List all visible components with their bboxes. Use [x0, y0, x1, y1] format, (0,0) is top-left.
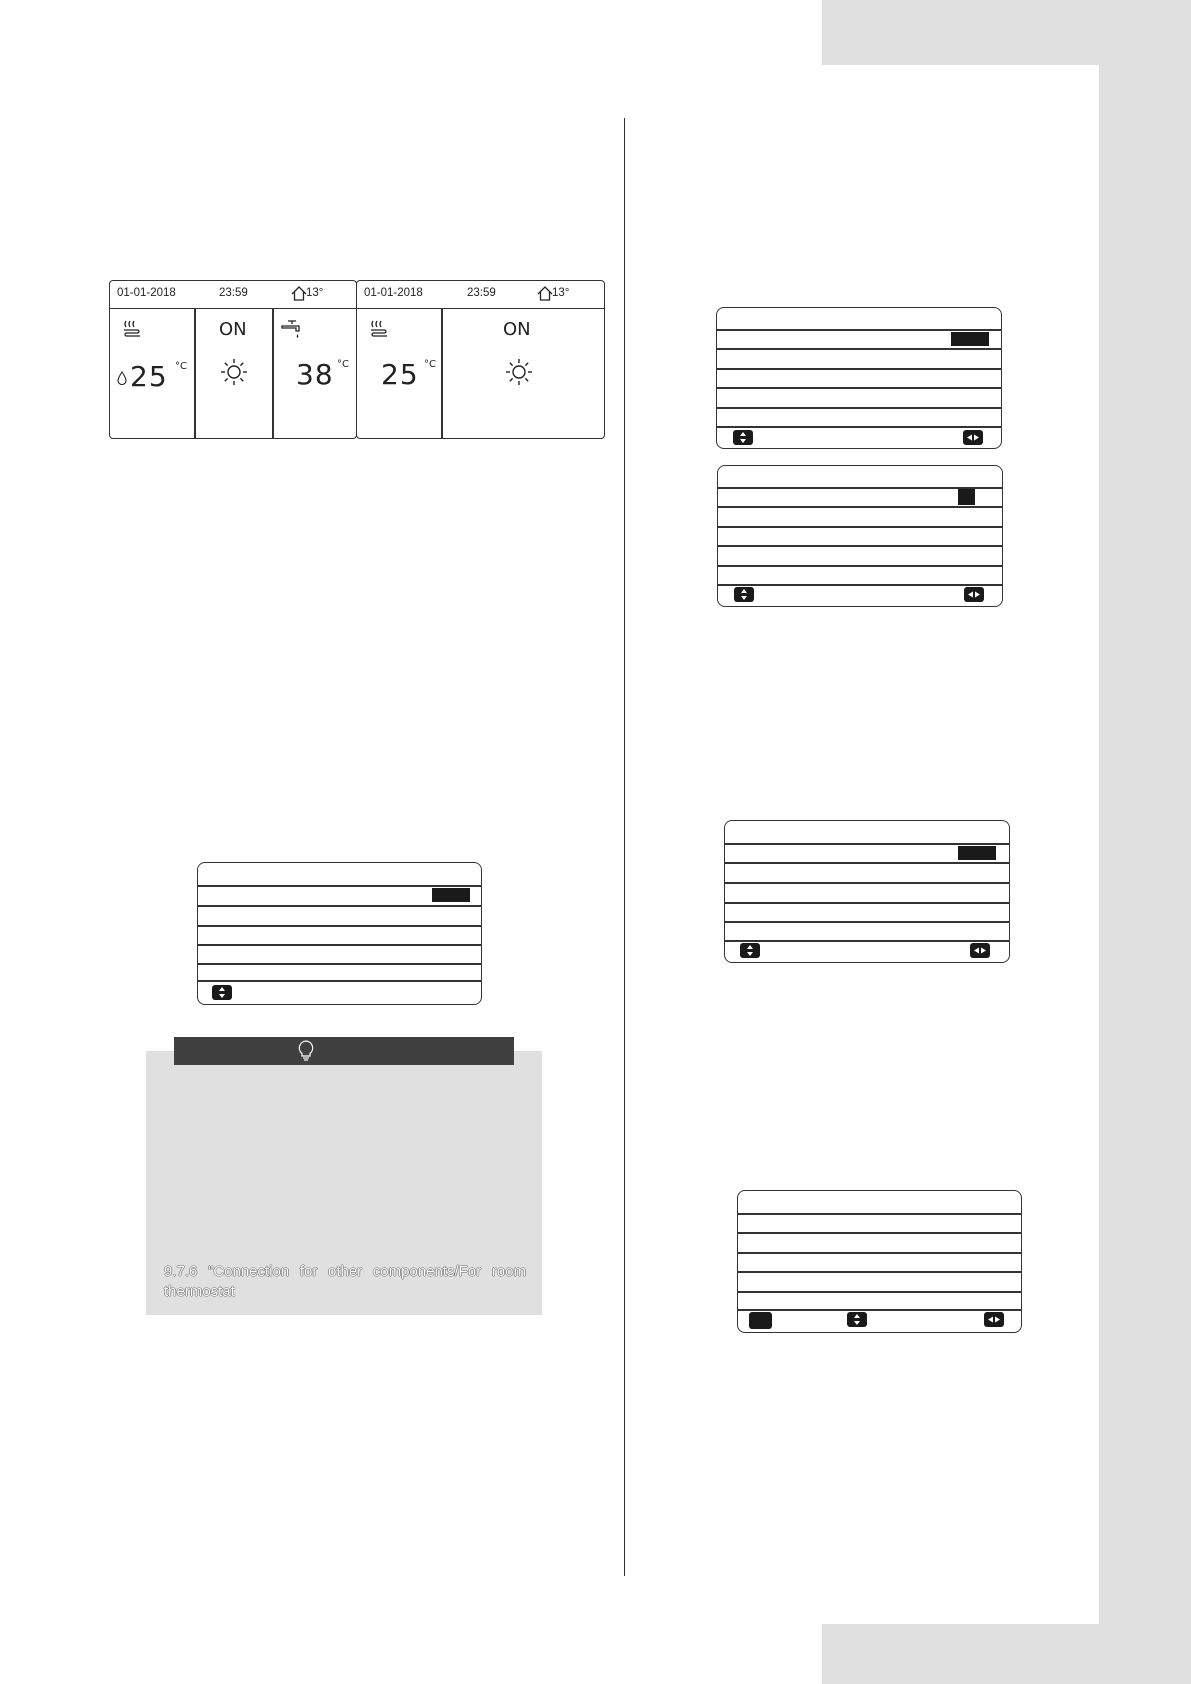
up-down-arrow-icon[interactable] — [740, 943, 760, 958]
mode-status-label[interactable]: ON — [219, 319, 247, 340]
menu-screen-4 — [737, 1190, 1022, 1333]
up-down-arrow-icon[interactable] — [212, 985, 232, 1000]
sun-icon[interactable] — [505, 358, 533, 386]
screen-divider — [194, 308, 196, 438]
blank-key-button[interactable] — [749, 1312, 772, 1329]
left-right-arrow-icon[interactable] — [963, 430, 983, 445]
left-right-arrow-icon[interactable] — [964, 587, 984, 602]
screen-divider — [272, 308, 274, 438]
mode-status-label[interactable]: ON — [503, 319, 531, 340]
menu-row-divider — [198, 944, 481, 946]
column-divider — [624, 118, 625, 1576]
menu-row-divider — [717, 407, 1001, 409]
left-right-arrow-icon[interactable] — [984, 1312, 1004, 1327]
zone-temp-value[interactable]: 25 — [381, 358, 419, 391]
dhw-temp-unit: °C — [337, 359, 349, 370]
selected-value-block[interactable] — [951, 332, 989, 346]
menu-row-divider — [717, 348, 1001, 350]
menu-row-divider — [725, 843, 1009, 845]
menu-row-divider — [198, 885, 481, 887]
menu-row-divider — [717, 426, 1001, 428]
house-icon — [537, 286, 553, 301]
menu-row-divider — [198, 963, 481, 965]
menu-row-divider — [198, 925, 481, 927]
floor-heating-icon[interactable] — [369, 319, 389, 339]
menu-row-divider — [198, 980, 481, 982]
menu-row-divider — [738, 1291, 1021, 1293]
date-label: 01-01-2018 — [364, 287, 423, 299]
selected-value-block[interactable] — [958, 489, 975, 505]
home-screen-left — [109, 280, 357, 439]
floor-heating-icon[interactable] — [122, 319, 142, 339]
tap-icon[interactable] — [279, 317, 305, 343]
tip-header-bar — [174, 1037, 514, 1065]
dhw-temp-value[interactable]: 38 — [296, 358, 334, 391]
menu-row-divider — [718, 526, 1002, 528]
menu-row-divider — [718, 506, 1002, 508]
menu-row-divider — [717, 368, 1001, 370]
date-label: 01-01-2018 — [117, 287, 176, 299]
up-down-arrow-icon[interactable] — [733, 430, 753, 445]
tip-text: 9.7.6 "Connection for other components/For room thermostat — [164, 1263, 526, 1300]
menu-row-divider — [738, 1309, 1021, 1311]
selected-value-block[interactable] — [432, 888, 470, 902]
zone-temp-unit: °C — [175, 361, 187, 372]
time-label: 23:59 — [467, 287, 496, 299]
menu-row-divider — [717, 329, 1001, 331]
outdoor-temp-label: 13° — [552, 287, 570, 299]
page-side-tab — [1099, 0, 1191, 1684]
droplet-icon — [117, 371, 127, 385]
menu-row-divider — [738, 1213, 1021, 1215]
home-screen-right — [356, 280, 605, 439]
menu-row-divider — [198, 905, 481, 907]
screen-divider — [441, 308, 443, 438]
home-screen-header — [357, 281, 604, 309]
zone-temp-value[interactable]: 25 — [130, 360, 168, 393]
menu-row-divider — [718, 584, 1002, 586]
menu-row-divider — [718, 545, 1002, 547]
up-down-arrow-icon[interactable] — [847, 1312, 867, 1327]
menu-row-divider — [718, 565, 1002, 567]
zone-temp-unit: °C — [424, 359, 436, 370]
menu-row-divider — [725, 921, 1009, 923]
menu-row-divider — [717, 387, 1001, 389]
menu-screen-left — [197, 862, 482, 1005]
menu-row-divider — [738, 1252, 1021, 1254]
menu-row-divider — [725, 902, 1009, 904]
house-icon — [291, 286, 307, 301]
menu-screen-3 — [724, 820, 1010, 963]
menu-screen-1 — [716, 307, 1002, 449]
sun-icon[interactable] — [220, 358, 248, 386]
outdoor-temp-label: 13° — [306, 287, 324, 299]
menu-row-divider — [738, 1271, 1021, 1273]
menu-row-divider — [725, 940, 1009, 942]
menu-row-divider — [725, 862, 1009, 864]
menu-row-divider — [725, 882, 1009, 884]
menu-row-divider — [738, 1232, 1021, 1234]
page-corner-decoration-bottom — [822, 1624, 1191, 1684]
selected-value-block[interactable] — [958, 846, 996, 860]
lightbulb-icon — [297, 1040, 315, 1062]
time-label: 23:59 — [219, 287, 248, 299]
left-right-arrow-icon[interactable] — [970, 943, 990, 958]
home-screen-header — [110, 281, 356, 309]
up-down-arrow-icon[interactable] — [734, 587, 754, 602]
menu-screen-2 — [717, 465, 1003, 607]
